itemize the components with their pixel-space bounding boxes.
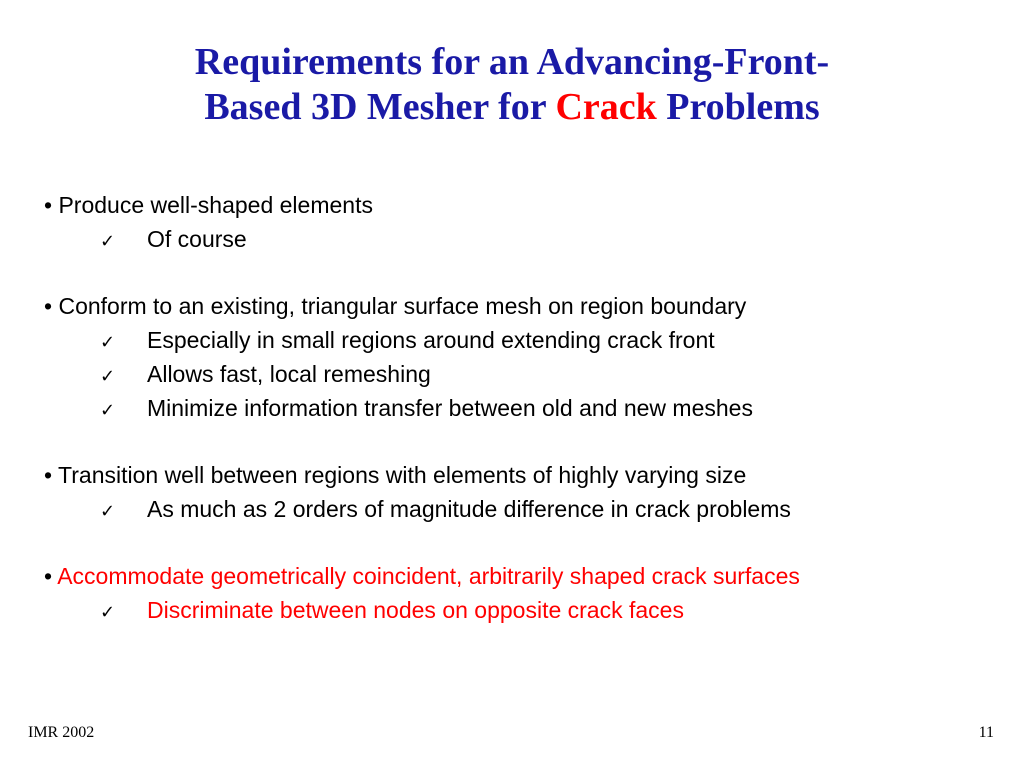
- bullet-marker: •: [44, 192, 53, 218]
- checkmark-icon: ✓: [100, 400, 116, 421]
- bullet-item-3: [44, 458, 1004, 492]
- checkmark-icon: ✓: [100, 501, 116, 522]
- title-line-1: [0, 40, 1024, 85]
- bullet-marker: •: [44, 563, 53, 589]
- checkmark-icon: ✓: [100, 366, 116, 387]
- slide-title: [0, 40, 1024, 130]
- bullet-text-highlight: Accommodate geometrically coincident, arbitrarily shaped crack surfaces: [57, 563, 800, 589]
- sub-item-1-1: [44, 222, 1004, 256]
- bullet-text: Transition well between regions with elements of highly varying size: [58, 462, 747, 488]
- sub-item-text: As much as 2 orders of magnitude difference in crack problems: [147, 496, 791, 522]
- title-line-2: [0, 85, 1024, 130]
- sub-item-text: Of course: [147, 226, 247, 252]
- sub-item-2-3: [44, 391, 1004, 425]
- title-highlight-word: Crack: [555, 86, 657, 128]
- sub-item-text: Minimize information transfer between old and new meshes: [147, 395, 753, 421]
- sub-item-3-1: [44, 492, 1004, 526]
- title-text-3: Problems: [656, 86, 820, 128]
- bullet-marker: •: [44, 462, 53, 488]
- sub-item-text: Allows fast, local remeshing: [147, 361, 431, 387]
- page-number: 11: [978, 724, 994, 741]
- checkmark-icon: ✓: [100, 602, 116, 623]
- sub-item-text: Discriminate between nodes on opposite crack faces: [147, 597, 684, 623]
- checkmark-icon: ✓: [100, 231, 116, 252]
- checkmark-icon: ✓: [100, 332, 116, 353]
- bullet-text: Conform to an existing, triangular surface mesh on region boundary: [58, 293, 747, 319]
- footer-conference: IMR 2002: [28, 724, 95, 741]
- bullet-item-4: [44, 559, 1004, 593]
- bullet-list: [44, 188, 1004, 627]
- sub-item-2-1: [44, 323, 1004, 357]
- bullet-item-1: [44, 188, 1004, 222]
- sub-item-text: Especially in small regions around extending crack front: [147, 327, 715, 353]
- bullet-text: Produce well-shaped elements: [58, 192, 373, 218]
- title-text-2: Based 3D Mesher for: [204, 86, 556, 128]
- bullet-marker: •: [44, 293, 53, 319]
- bullet-item-2: [44, 289, 1004, 323]
- sub-item-2-2: [44, 357, 1004, 391]
- sub-item-4-1: [44, 593, 1004, 627]
- title-text-1: Requirements for an Advancing-Front-: [194, 41, 830, 83]
